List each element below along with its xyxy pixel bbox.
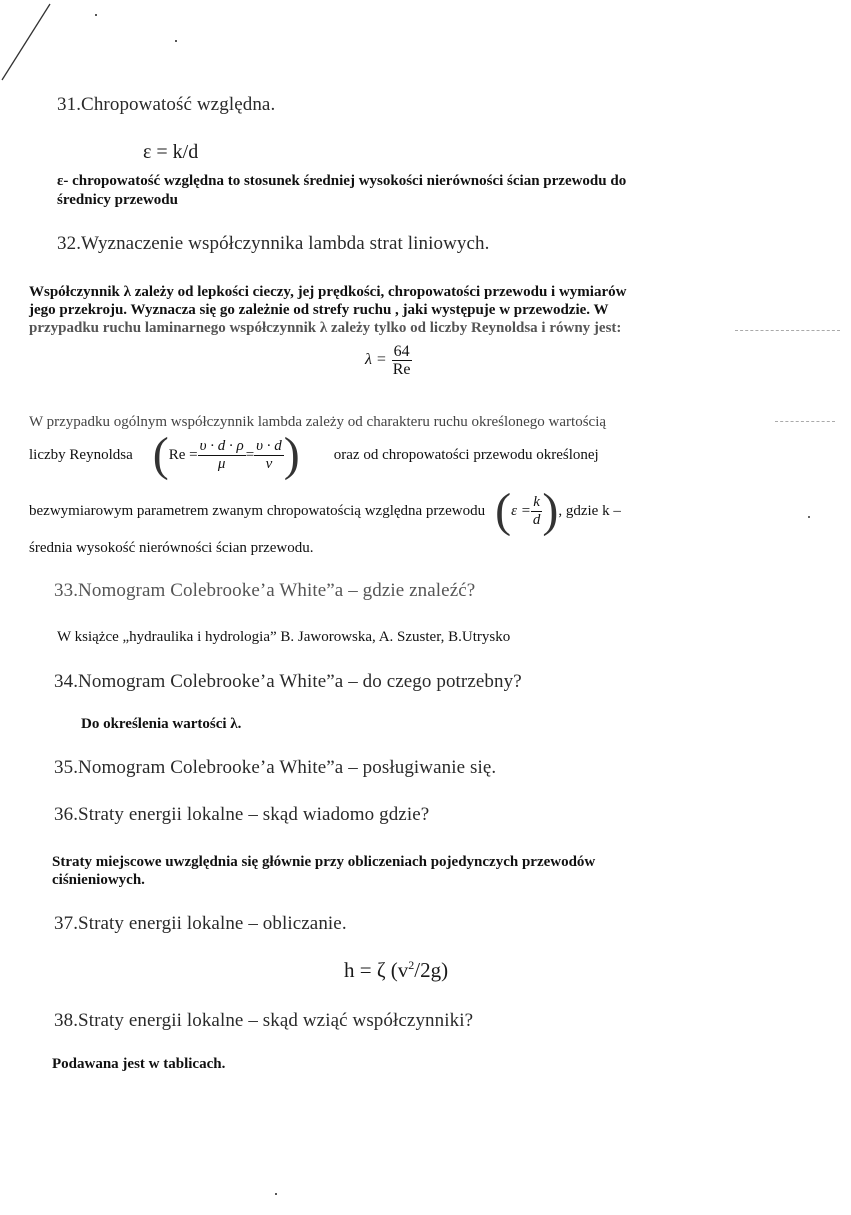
heading-36: 36.Straty energii lokalne – skąd wiadomo gdzie? [54, 804, 430, 825]
heading-32: 32.Wyznaczenie współczynnika lambda strat liniowych. [57, 233, 490, 254]
re-denominator-2: ν [265, 455, 273, 472]
formula-roughness: ε = k/d [143, 141, 199, 163]
re-equals: = [245, 447, 255, 463]
re-lhs: Re = [168, 447, 198, 463]
paren-close: ) [283, 428, 300, 481]
re-fraction-1 [198, 438, 246, 473]
text-38: Podawana jest w tablicach. [52, 1056, 226, 1072]
text-32-p2-line4: średnia wysokość nierówności ścian przewodu. [29, 540, 314, 556]
lambda-lhs: λ = [365, 351, 387, 369]
heading-33: 33.Nomogram Colebrooke’a White”a – gdzie znaleźć? [54, 580, 476, 601]
text-32-p1-line1: Współczynnik λ zależy od lepkości cieczy, jej prędkości, chropowatości przewodu i wymiarów [29, 284, 627, 300]
re-fraction-2 [254, 438, 284, 473]
epsilon-label: bezwymiarowym parametrem zwanym chropowatością względna przewodu [29, 503, 486, 519]
eps-lhs: ε = [511, 503, 531, 519]
eps-denominator: d [532, 511, 541, 528]
heading-34: 34.Nomogram Colebrooke’a White”a – do czego potrzebny? [54, 671, 522, 692]
scan-speck [275, 1193, 277, 1195]
text-32-reynolds-line [29, 428, 599, 482]
re-numerator-2: υ · d [256, 437, 282, 454]
reynolds-label: liczby Reynoldsa [29, 447, 133, 463]
heading-31: 31.Chropowatość względna. [57, 94, 276, 115]
formula-local-loss-a: h = ζ (v [344, 958, 409, 982]
formula-local-loss-b: /2g) [414, 958, 449, 982]
reynolds-continuation: oraz od chropowatości przewodu określonej [333, 447, 599, 463]
text-31-line2: średnicy przewodu [57, 192, 178, 208]
text-31-line1: ε- chropowatość względna to stosunek średniej wysokości nierówności ścian przewodu do [57, 173, 627, 189]
text-33: W książce „hydraulika i hydrologia” B. Jaworowska, A. Szuster, B.Utrysko [57, 629, 511, 645]
text-32-p2-line1: W przypadku ogólnym współczynnik lambda zależy od charakteru ruchu określonego wartością [29, 414, 607, 430]
text-36-line2: ciśnieniowych. [52, 872, 145, 888]
eps-numerator: k [533, 493, 540, 510]
re-numerator-1: υ · d · ρ [199, 437, 244, 454]
text-36-line1: Straty miejscowe uwzględnia się głównie przy obliczeniach pojedynczych przewodów [52, 854, 596, 870]
scan-dash-line [735, 330, 840, 331]
scan-speck [175, 40, 177, 42]
scan-dash-line-2 [775, 421, 835, 422]
formula-lambda-laminar [365, 343, 413, 378]
re-denominator-1: μ [217, 455, 226, 472]
heading-38: 38.Straty energii lokalne – skąd wziąć współczynniki? [54, 1010, 474, 1031]
scan-speck [95, 14, 97, 16]
text-32-p1-line2: jego przekroju. Wyznacza się go zależnie od strefy ruchu , jaki występuje w przewodzie. W [29, 302, 609, 318]
heading-37: 37.Straty energii lokalne – obliczanie. [54, 913, 347, 934]
lambda-numerator: 64 [393, 343, 410, 360]
scan-speck [808, 516, 810, 518]
pen-stroke-mark [0, 0, 80, 90]
paren-close-eps: ) [542, 484, 559, 537]
paren-open-eps: ( [495, 484, 512, 537]
eps-fraction [531, 494, 543, 529]
text-32-p1-line3: przypadku ruchu laminarnego współczynnik λ zależy tylko od liczby Reynoldsa i równy jest: [29, 320, 622, 336]
epsilon-continuation: , gdzie k – [558, 503, 621, 519]
text-34: Do określenia wartości λ. [81, 716, 242, 732]
lambda-fraction [391, 343, 413, 378]
formula-local-loss-sup: 2 [408, 958, 415, 972]
text-32-epsilon-line [29, 485, 621, 537]
heading-35: 35.Nomogram Colebrooke’a White”a – posługiwanie się. [54, 757, 497, 778]
lambda-denominator: Re [392, 361, 411, 378]
formula-local-loss [344, 958, 448, 983]
paren-open: ( [152, 428, 169, 481]
